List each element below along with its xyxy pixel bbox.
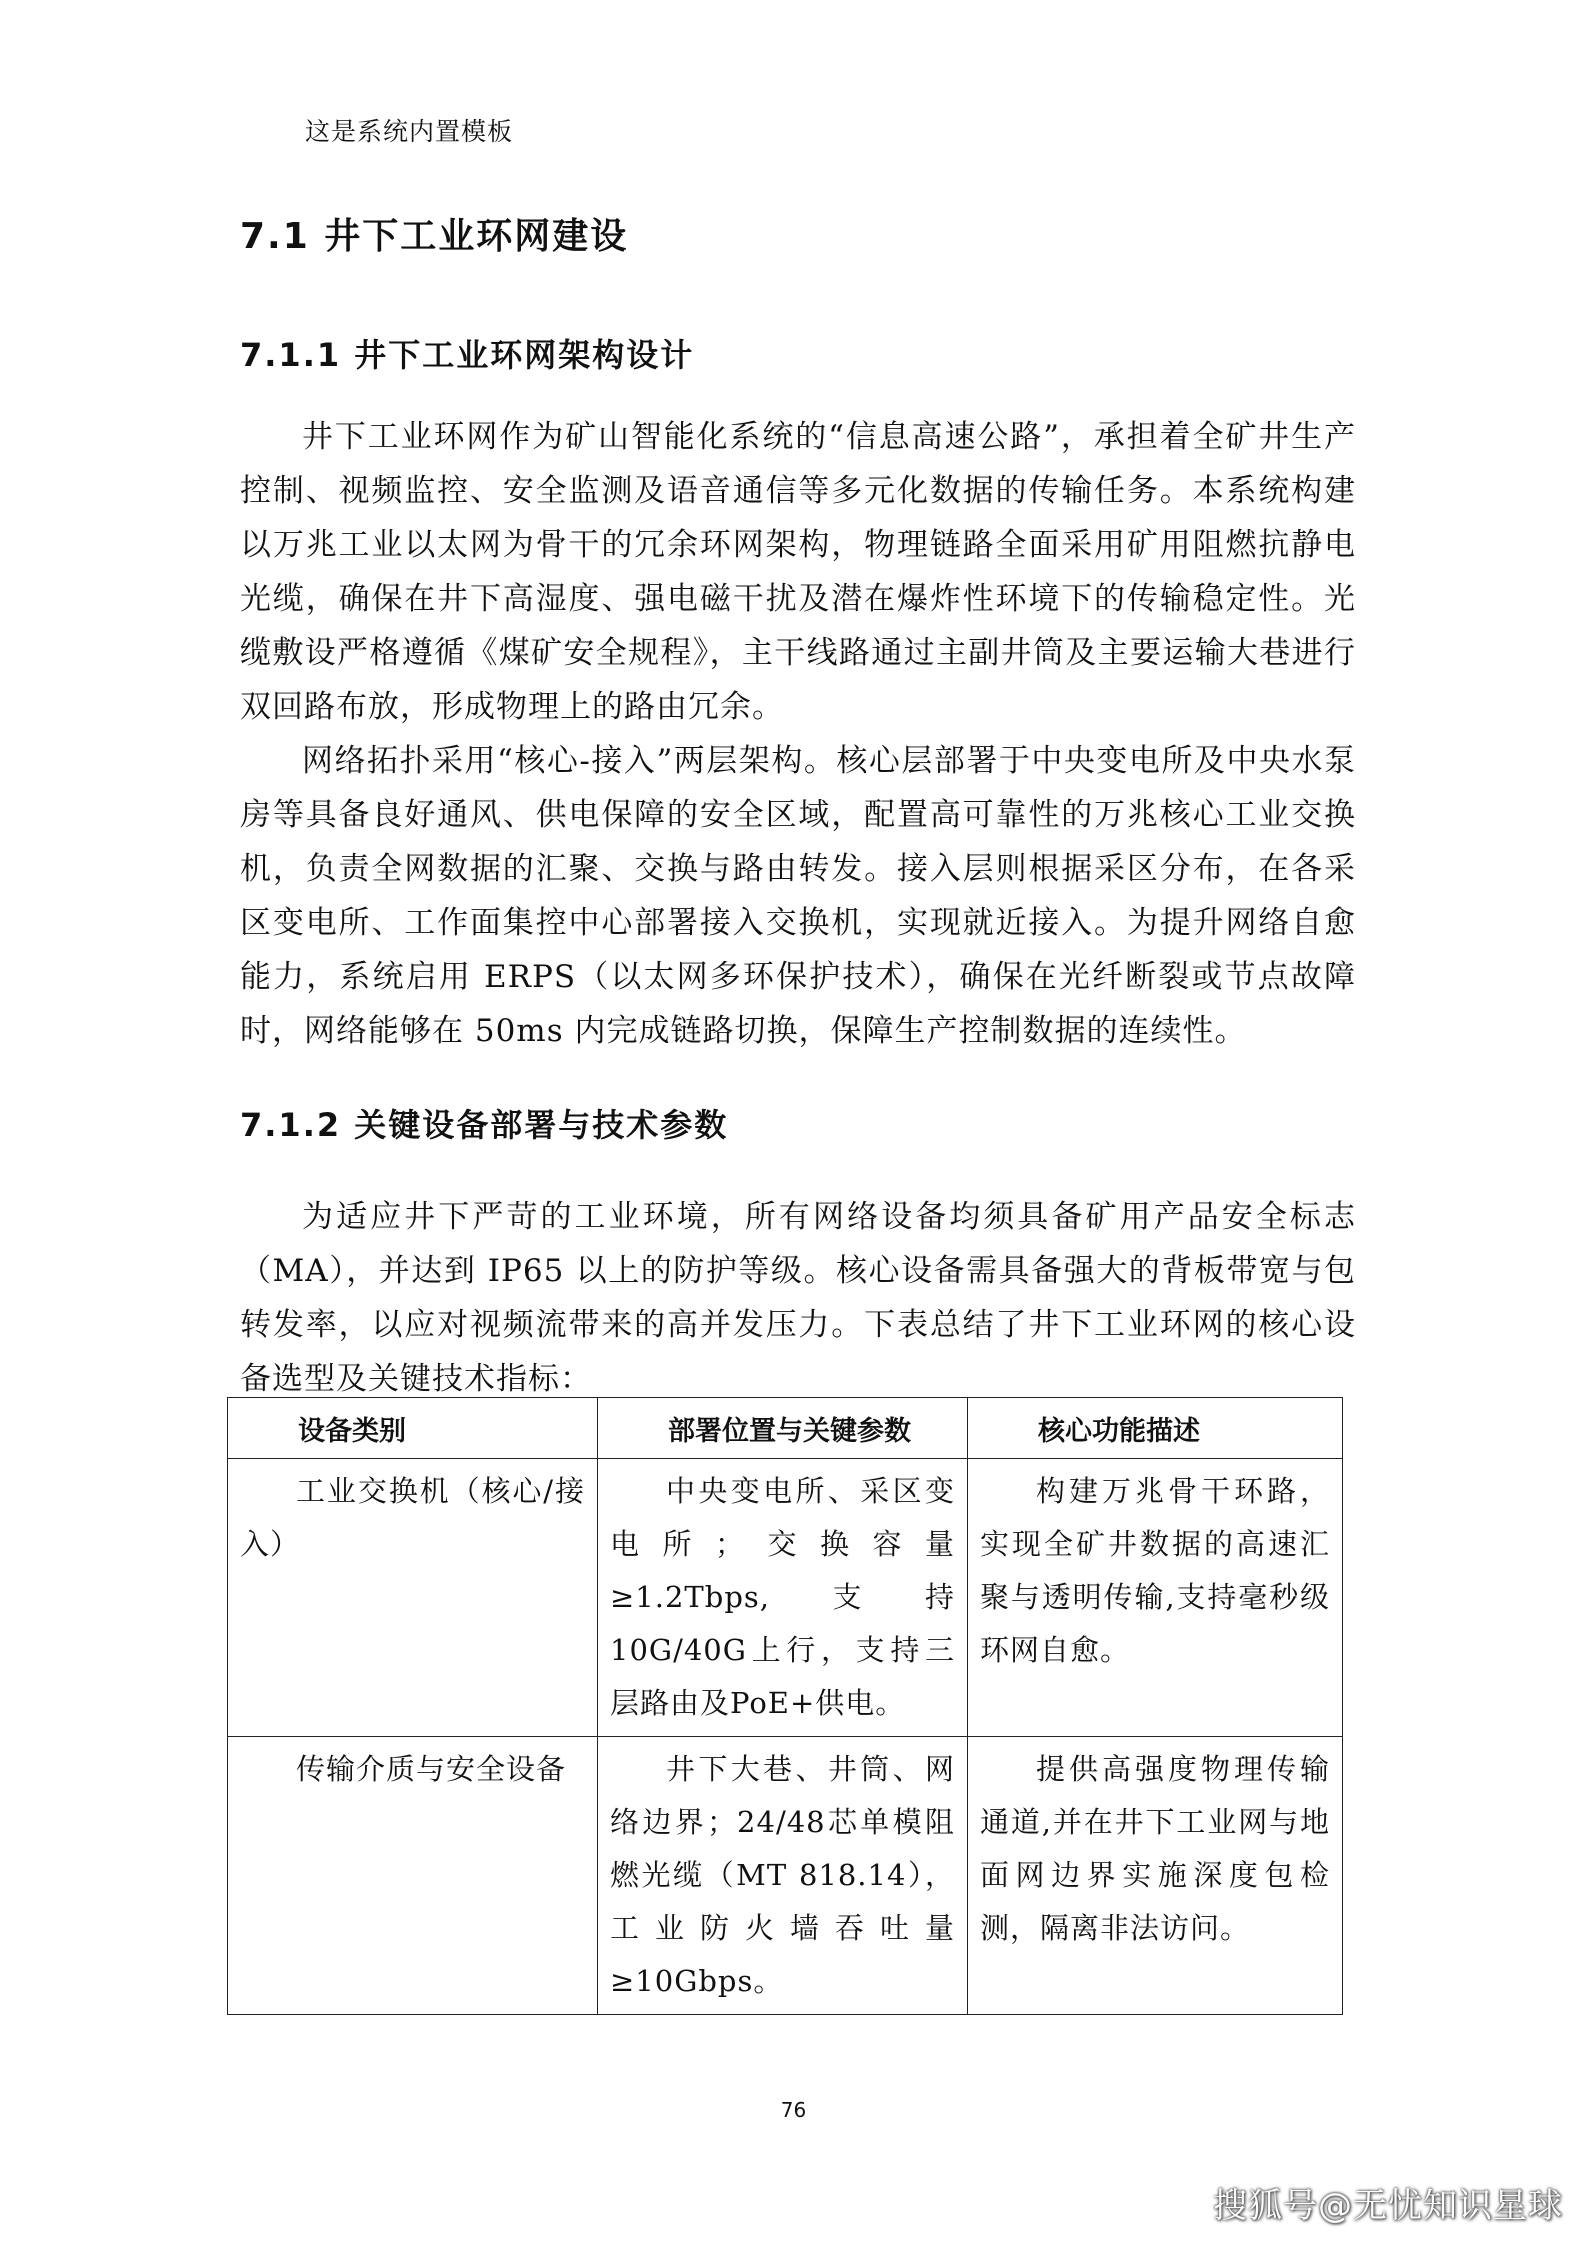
subsection-title-2: 7.1.2 关键设备部署与技术参数 [240, 1106, 729, 1144]
table-cell: 中央变电所、采区变电所；交换容量≥1.2Tbps,支持10G/40G上行，支持三层路由及PoE+供电。 [598, 1459, 968, 1737]
subsection-title-1: 7.1.1 井下工业环网架构设计 [240, 336, 695, 374]
paragraph-3: 为适应井下严苛的工业环境，所有网络设备均须具备矿用产品安全标志（MA），并达到 IP65 以上的防护等级。核心设备需具备强大的背板带宽与包转发率，以应对视频流带来的高并发压力。下表总结了井下工业环网的核心设备选型及关键技术指标： [240, 1199, 1356, 1397]
table-header-row [228, 1398, 1343, 1459]
table-cell: 提供高强度物理传输通道,并在井下工业网与地面网边界实施深度包检测，隔离非法访问。 [968, 1737, 1343, 2015]
table-header-cell: 设备类别 [228, 1398, 598, 1459]
table-row [228, 1459, 1343, 1737]
table-cell: 工业交换机（核心/接入） [228, 1459, 598, 1737]
table-cell: 构建万兆骨干环路，实现全矿井数据的高速汇聚与透明传输,支持毫秒级环网自愈。 [968, 1459, 1343, 1737]
table-header-cell: 核心功能描述 [968, 1398, 1343, 1459]
table-header-cell: 部署位置与关键参数 [598, 1398, 968, 1459]
paragraph-1: 井下工业环网作为矿山智能化系统的“信息高速公路”，承担着全矿井生产控制、视频监控、安全监测及语音通信等多元化数据的传输任务。本系统构建以万兆工业以太网为骨干的冗余环网架构，物理链路全面采用矿用阻燃抗静电光缆，确保在井下高湿度、强电磁干扰及潜在爆炸性环境下的传输稳定性。光缆敷设严格遵循《煤矿安全规程》，主干线路通过主副井筒及主要运输大巷进行双回路布放，形成物理上的路由冗余。 [240, 419, 1356, 725]
section-title: 7.1 井下工业环网建设 [240, 216, 629, 257]
page-number: 76 [780, 2098, 807, 2122]
header-note: 这是系统内置模板 [305, 117, 514, 146]
watermark: 搜狐号@无忧知识星球 [1213, 2186, 1563, 2226]
table-cell: 井下大巷、井筒、网络边界；24/48芯单模阻燃光缆（MT 818.14），工业防火墙吞吐量≥10Gbps。 [598, 1737, 968, 2015]
table-row [228, 1737, 1343, 2015]
equipment-table [227, 1397, 1343, 2015]
paragraph-2: 网络拓扑采用“核心-接入”两层架构。核心层部署于中央变电所及中央水泵房等具备良好通风、供电保障的安全区域，配置高可靠性的万兆核心工业交换机，负责全网数据的汇聚、交换与路由转发。接入层则根据采区分布，在各采区变电所、工作面集控中心部署接入交换机，实现就近接入。为提升网络自愈能力，系统启用 ERPS（以太网多环保护技术），确保在光纤断裂或节点故障时，网络能够在 50ms 内完成链路切换，保障生产控制数据的连续性。 [240, 743, 1356, 1049]
table-cell: 传输介质与安全设备 [228, 1737, 598, 2015]
